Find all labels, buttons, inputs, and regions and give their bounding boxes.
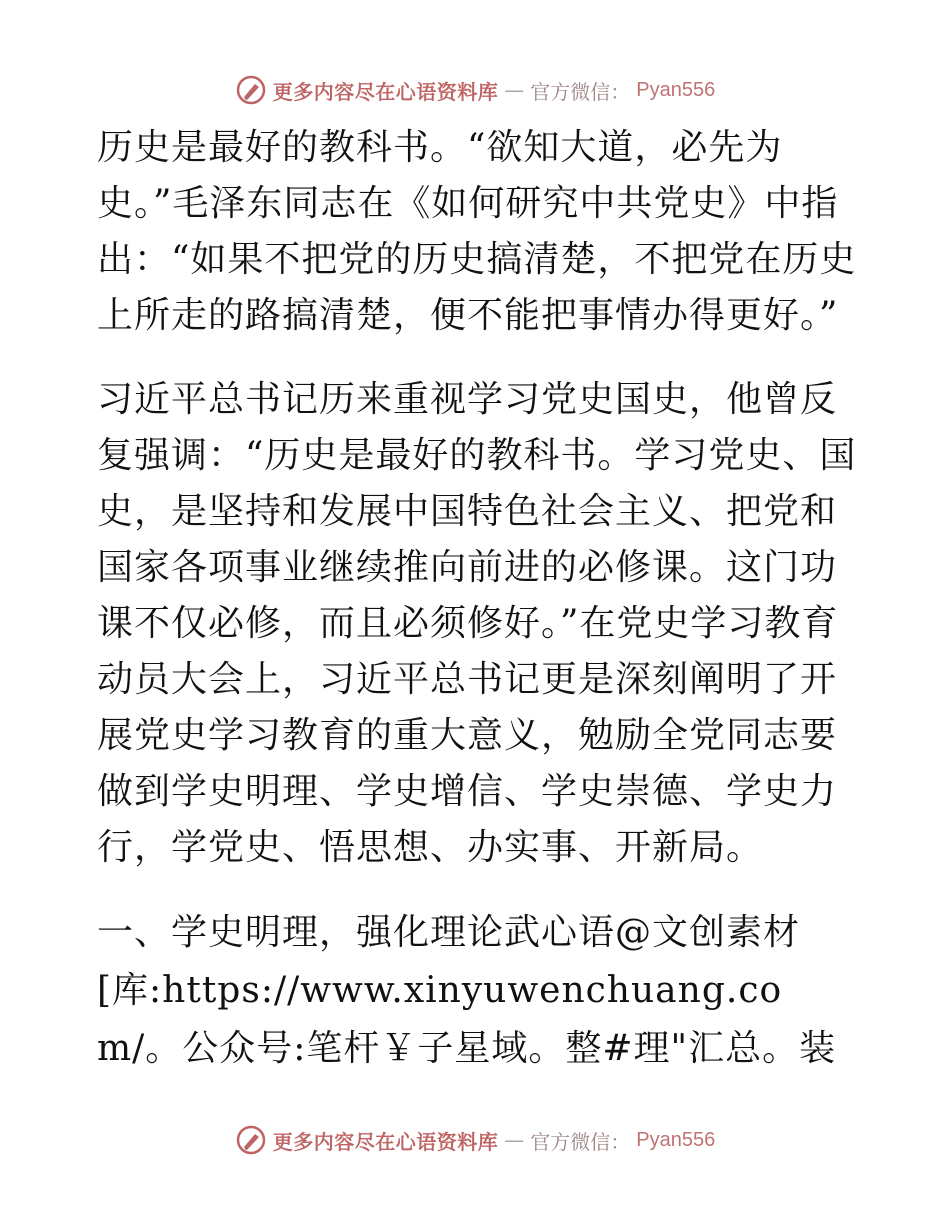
banner-wechat-id: Pyan556 (636, 1128, 716, 1151)
banner-wechat-id: Pyan556 (636, 78, 716, 101)
banner-wechat-label: 官方微信： (530, 79, 631, 104)
footer-banner (0, 1120, 950, 1160)
banner-content (235, 1124, 715, 1156)
banner-wechat-label: 官方微信： (530, 1129, 631, 1154)
header-banner (0, 70, 950, 110)
banner-main-text: 更多内容尽在心语资料库 (272, 79, 499, 104)
banner-content (235, 74, 715, 106)
document-body (97, 120, 857, 1078)
pen-logo-icon (235, 1124, 267, 1156)
banner-main-text: 更多内容尽在心语资料库 (272, 1129, 499, 1154)
paragraph-1: 历史是最好的教科书。“欲知大道，必先为史。”毛泽东同志在《如何研究中共党史》中指出：“如果不把党的历史搞清楚，不把党在历史上所走的路搞清楚，便不能把事情办得更好。” (97, 127, 857, 336)
banner-dash: — (504, 78, 525, 102)
pen-logo-icon (235, 74, 267, 106)
banner-dash: — (504, 1128, 525, 1152)
paragraph-2: 习近平总书记历来重视学习党史国史，他曾反复强调：“历史是最好的教科书。学习党史、国史，是坚持和发展中国特色社会主义、把党和国家各项事业继续推向前进的必修课。这门功课不仅必修，而且必须修好。”在党史学习教育动员大会上，习近平总书记更是深刻阐明了开展党史学习教育的重大意义，勉励全党同志要做到学史明理、学史增信、学史崇德、学史力行，学党史、悟思想、办实事、开新局。 (97, 379, 857, 868)
paragraph-3: 一、学史明理，强化理论武心语@文创素材[库:https://www.xinyuwenchuang.com/。公众号:笔杆￥子星域。整#理"汇总。装 (97, 912, 837, 1069)
